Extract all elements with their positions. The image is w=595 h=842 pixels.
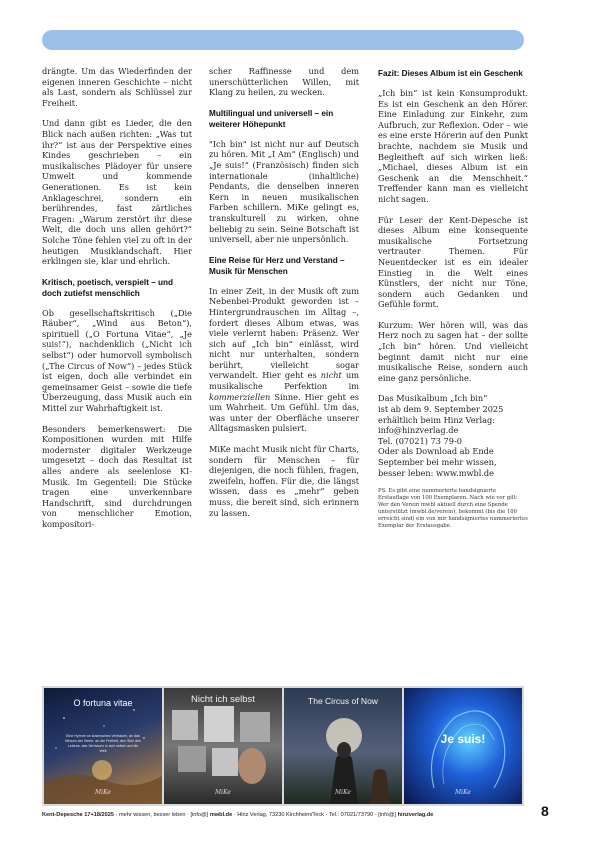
album-cover-je-suis xyxy=(404,688,522,804)
paragraph: "Ich bin" ist nicht nur auf Deutsch zu hören. Mit „I Am“ (Englisch) und „Je suis!“ (Französisch) finden sich internationale (inhaltliche) Pendants, die denselben inneren Kern in neuen musikalischen Farben schillern. MiKe gelingt es, transkulturell zu wirken, ohne beliebig zu sein. Seine Botschaft ist universell, aber nie unpersönlich. xyxy=(209,138,359,245)
info-line: erhältlich beim Hinz Verlag: xyxy=(378,414,495,425)
artist-signature: MiKe xyxy=(335,789,351,796)
paragraph: Und dann gibt es Lieder, die den Blick nach außen richten: „Was tut ihr?“ ist aus der Perspektive eines Kindes geschrieben – ein musikalisches Plädoyer für unsere Umwelt und kommende Generationen. Es ist kein Anklageschrei, sondern ein berührendes, fast zärtliches Fragen: „Warum zerstört ihr diese Welt, die doch uns allen gehört?“ Solche Töne fehlen viel zu oft in der heutigen Musiklandschaft. Hier erklingen sie, klar und ehrlich. xyxy=(42,118,192,267)
album-cover-the-circus-of-now xyxy=(284,688,402,804)
info-line: Das Musikalbum „Ich bin“ xyxy=(378,393,488,404)
column-3 xyxy=(378,66,528,540)
artist-signature: MiKe xyxy=(455,789,471,796)
column-1 xyxy=(42,66,192,540)
album-cover-gallery xyxy=(42,686,524,806)
paragraph: „Ich bin“ ist kein Konsumprodukt. Es ist ein Geschenk an den Hörer. Eine Einladung zur Einkehr, zum Aufbruch, zur Reflexion. Oder – wie es eine erste Hörerin auf den Punkt brachte, nachdem sie Musik und Begleitheft auf sich wirken ließ: „Michael, dieses Album ist ein Geschenk an die Menschheit.“ Treffender kann man es vielleicht nicht sagen. xyxy=(378,88,528,204)
text-run: um musikalische Perfektion im xyxy=(209,370,359,392)
email-link[interactable]: info@hinzverlag.de xyxy=(378,425,459,436)
paragraph: Kurzum: Wer hören will, was das Herz noch zu sagen hat – der sollte „Ich bin“ hören. Und vielleicht beginnt damit nicht nur eine musikalische Reise, sondern auch eine ganz persönliche. xyxy=(378,319,528,383)
cover-title: Je suis! xyxy=(440,732,486,746)
cover-title: Nicht ich selbst xyxy=(191,694,255,705)
cover-title: O fortuna vitae xyxy=(73,698,133,708)
section-heading: Fazit: Dieses Album ist ein Geschenk xyxy=(378,69,523,78)
page-number: 8 xyxy=(541,803,549,819)
cover-title: The Circus of Now xyxy=(308,696,378,706)
cover-subtitle: Eine Hymne an kosmisches Vertrauen, an das Wissen der Seele, an die Freiheit, den Sinn des Lebens, das Vertrauen in sich selbst und die Welt xyxy=(65,734,141,753)
paragraph: scher Raffinesse und dem unerschütterlichen Willen, mit Klang zu heilen, zu wecken. xyxy=(209,66,359,98)
text-run: In einer Zeit, in der Musik oft zum Nebenbei-Produkt geworden ist – Hintergrundrauschen im Alltag –, fordert dieses Album etwas, was viele verlernt haben: Präsenz. Wer sich auf „Ich bin“ einlässt, wird nicht nur unterhalten, sondern berührt, vielleicht sogar verwandelt. Hier geht es xyxy=(209,285,359,381)
section-heading: Kritisch, poetisch, verspielt – und doch zutiefst menschlich xyxy=(42,277,174,298)
info-line: ist ab dem 9. September 2025 xyxy=(378,404,504,415)
section-heading: Eine Reise für Herz und Verstand – Musik für Menschen xyxy=(209,255,345,276)
paragraph xyxy=(209,286,359,434)
emphasis: kommerziellen xyxy=(209,391,271,402)
face-collage-illustration xyxy=(164,688,282,804)
album-cover-o-fortuna-vitae xyxy=(44,688,162,804)
paragraph: drängte. Um das Wiederfinden der eigenen inneren Geschichte – nicht als Last, sondern als Schlüssel zur Freiheit. xyxy=(42,66,192,108)
emphasis: nicht xyxy=(320,370,342,381)
header-accent-bar xyxy=(42,30,524,50)
info-line: Oder als Download ab Ende xyxy=(378,446,494,457)
artist-signature: MiKe xyxy=(95,789,111,796)
mwbl-link[interactable]: mwbl.de xyxy=(209,812,233,818)
info-line: besser leben: www.mwbl.de xyxy=(378,467,495,478)
page-footer xyxy=(42,812,524,818)
info-line: Tel. (07021) 73 79-0 xyxy=(378,435,462,446)
info-line: September bei mehr wissen, xyxy=(378,457,497,467)
publication-issue: Kent-Depesche 17+18/2025 xyxy=(42,812,114,818)
paragraph: Besonders bemerkenswert: Die Kompositionen wurden mit Hilfe modernster digitaler Werkzeuge umgesetzt – doch das Resultat ist alles andere als seelenlose KI-Musik. Im Gegenteil: Die Stücke tragen eine unverkennbare Handschrift, sind durchdrungen von menschlicher Emotion, kompositori- xyxy=(42,423,192,529)
artist-signature: MiKe xyxy=(215,789,231,796)
paragraph: MiKe macht Musik nicht für Charts, sondern für Menschen – für diejenigen, die noch fühlen, fragen, zweifeln, hoffen. Für die, die längst wissen, dass es „mehr“ geben muss, die bereit sind, sich erinnern zu lassen. xyxy=(209,444,359,518)
section-heading: Multilingual und universell – ein weiterer Höhepunkt xyxy=(209,108,334,129)
text-run: Sinne. Hier geht es um Wahrheit. Um Gefühl. Um das, was unter der Oberfläche unserer Alltagsmasken pulsiert. xyxy=(209,391,359,434)
paragraph: Ob gesellschaftskritisch („Die Räuber“, „Wind aus Beton“), spirituell („O Fortuna Vitae“, „Je suis!“), nachdenklich („Nicht ich selbst“) oder humorvoll symbolisch („The Circus of Now“) – jedes Stück ist eigen, doch alle verbindet ein gemeinsamer Geist – sowie die tiefe Überzeugung, dass Musik auch ein Mittel zur Wahrhaftigkeit ist. xyxy=(42,307,192,414)
glowing-face-illustration xyxy=(404,688,522,804)
postscript-note: PS. Es gibt eine nummerierte handsignierte Erstauflage von 100 Exemplaren. Nach wie vor gilt: Wer den Verein mwbl aktuell durch eine Spende unterstützt (mwbl.de/verein), bekommt (bis die 100 erreicht sind) ein von mir handsigniertes nummeriertes Exemplar der Erstausgabe. xyxy=(378,488,528,530)
album-cover-nicht-ich-selbst xyxy=(164,688,282,804)
hinzverlag-link[interactable]: hinzverlag.de xyxy=(397,812,434,818)
order-info xyxy=(378,393,528,478)
footer-text: · Hinz Verlag, 73230 Kirchheim/Teck · Tel.: 07021/73790 · [info@] xyxy=(232,812,398,818)
column-2 xyxy=(209,66,359,528)
paragraph: Für Leser der Kent-Depesche ist dieses Album eine konsequente musikalische Fortsetzung vertrauter Themen. Für Neuentdecker ist es ein idealer Einstieg in die Welt eines Künstlers, der nicht nur Töne, sondern auch Gedanken und Gefühle formt. xyxy=(378,214,528,310)
footer-text: · mehr wissen, besser leben · [info@] xyxy=(113,812,210,818)
